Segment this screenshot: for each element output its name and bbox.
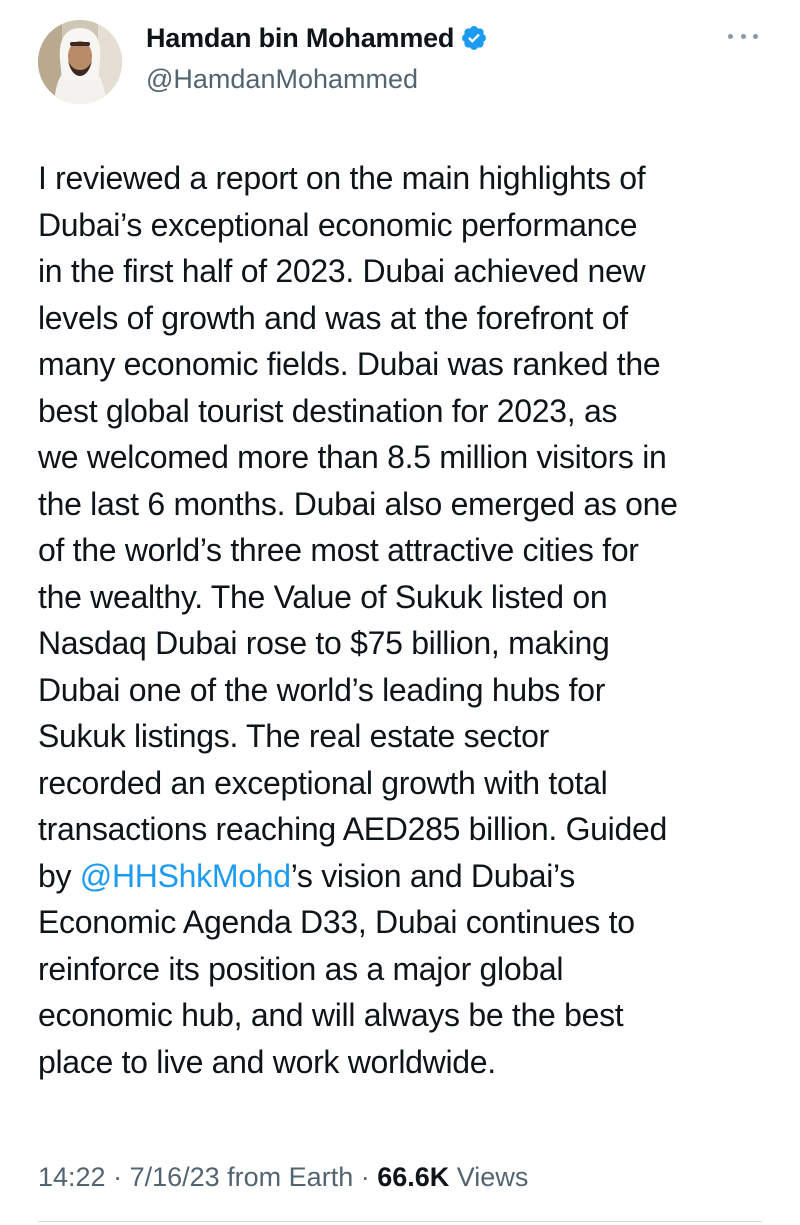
avatar-image: [38, 20, 122, 104]
tweet-line: the last 6 months. Dubai also emerged as one: [38, 485, 678, 522]
tweet-line: Dubai one of the world’s leading hubs for: [38, 671, 606, 708]
tweet-line: place to live and work worldwide.: [38, 1043, 496, 1080]
tweet-date[interactable]: 7/16/23: [129, 1162, 220, 1192]
tweet-time[interactable]: 14:22: [38, 1162, 106, 1192]
tweet-line: transactions reaching AED285 billion. Guided: [38, 811, 667, 847]
mention-link[interactable]: @HHShkMohd: [79, 857, 291, 894]
more-options-icon[interactable]: [728, 30, 758, 42]
more-dot: [753, 34, 758, 39]
tweet-line: economic hub, and will always be the best: [38, 997, 624, 1033]
tweet-line: many economic fields. Dubai was ranked the: [38, 346, 661, 382]
tweet-line: Economic Agenda D33, Dubai continues to: [38, 904, 635, 940]
tweet-line: of the world’s three most attractive cities for: [38, 532, 639, 568]
tweet-line: in the first half of 2023. Dubai achieved new: [38, 253, 646, 289]
tweet-line-with-mention: [38, 853, 778, 900]
meta-separator: ·: [353, 1162, 378, 1192]
tweet-header: [38, 20, 768, 104]
meta-separator: ·: [105, 1162, 130, 1192]
tweet-line: Sukuk listings. The real estate sector: [38, 718, 549, 754]
tweet-line: recorded an exceptional growth with total: [38, 764, 608, 801]
verified-badge-icon[interactable]: [460, 24, 488, 52]
views-label: Views: [449, 1162, 529, 1192]
tweet-line: levels of growth and was at the forefront of: [38, 299, 628, 336]
more-dot: [741, 34, 746, 39]
tweet-text: [38, 155, 778, 1085]
mention-suffix: ’s vision and Dubai’s: [290, 857, 575, 894]
author-names: [146, 20, 706, 95]
display-name[interactable]: Hamdan bin Mohammed: [146, 22, 455, 53]
tweet-source: from Earth: [219, 1162, 354, 1192]
tweet-line: we welcomed more than 8.5 million visitors in: [38, 439, 667, 475]
tweet-line: best global tourist destination for 2023, as: [38, 392, 618, 429]
tweet-meta: [38, 1162, 528, 1193]
views-count[interactable]: 66.6K: [377, 1162, 450, 1192]
tweet-line: reinforce its position as a major global: [38, 950, 564, 987]
author-handle[interactable]: @HamdanMohammed: [146, 64, 419, 94]
avatar[interactable]: [38, 20, 122, 104]
tweet-line: Nasdaq Dubai rose to $75 billion, making: [38, 625, 610, 661]
tweet-line: Dubai’s exceptional economic performance: [38, 206, 638, 243]
more-dot: [728, 34, 733, 39]
divider: [38, 1221, 762, 1222]
tweet-line: I reviewed a report on the main highlights of: [38, 160, 646, 196]
display-name-row: [146, 20, 706, 56]
tweet-line: the wealthy. The Value of Sukuk listed on: [38, 578, 608, 615]
mention-prefix: by: [38, 857, 80, 894]
